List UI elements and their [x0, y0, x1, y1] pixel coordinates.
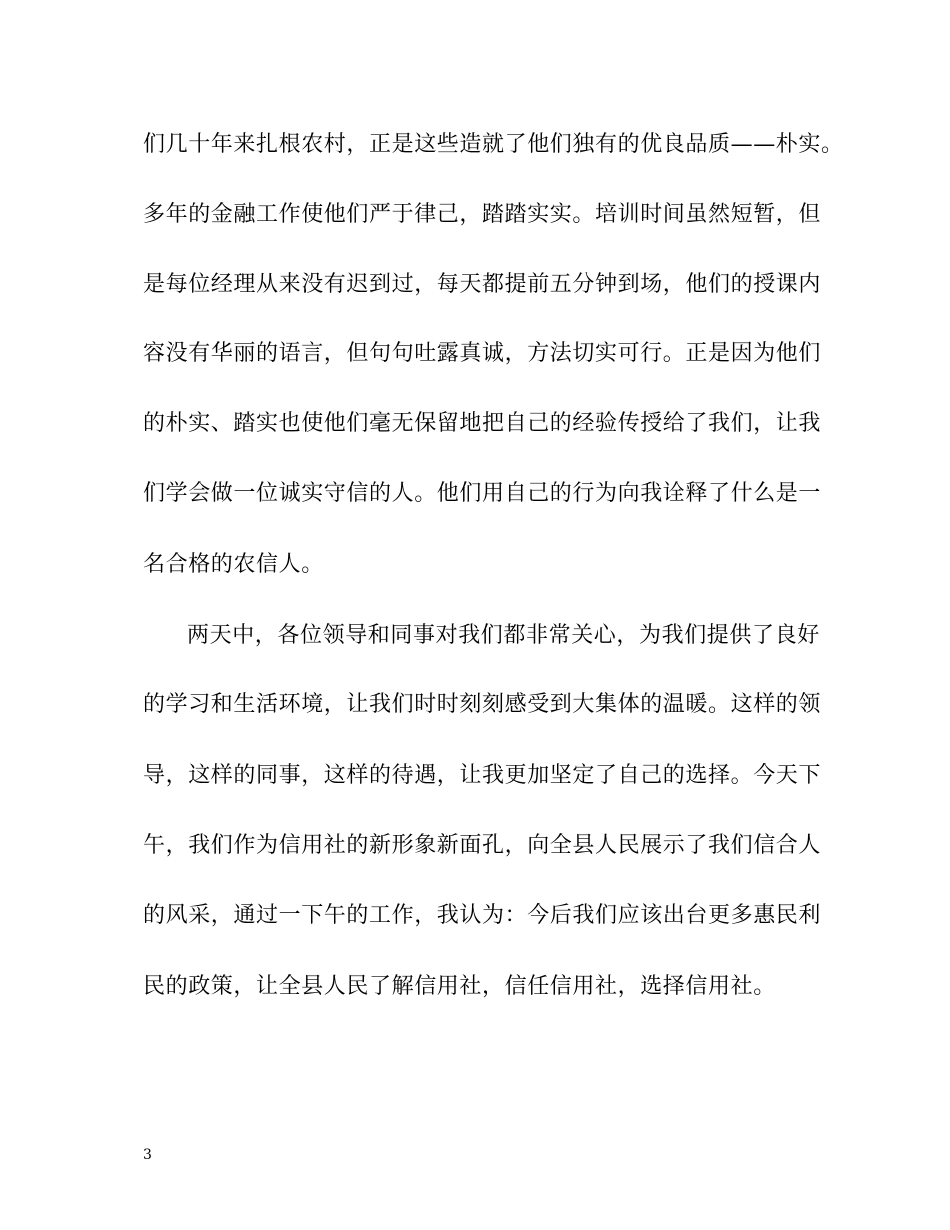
paragraph-line: 导，这样的同事，这样的待遇，让我更加坚定了自己的选择。今天下 [143, 763, 822, 788]
paragraph-line: 的风采，通过一下午的工作，我认为：今后我们应该出台更多惠民利 [143, 903, 822, 928]
paragraph-line: 们几十年来扎根农村，正是这些造就了他们独有的优良品质——朴实。 [143, 132, 844, 157]
paragraph-line: 们学会做一位诚实守信的人。他们用自己的行为向我诠释了什么是一 [143, 481, 822, 506]
paragraph-line: 容没有华丽的语言，但句句吐露真诚，方法切实可行。正是因为他们 [143, 341, 822, 366]
paragraph-line: 两天中，各位领导和同事对我们都非常关心，为我们提供了良好 [187, 623, 820, 648]
paragraph-line: 名合格的农信人。 [143, 552, 324, 577]
page-number: 3 [143, 1147, 152, 1163]
paragraph-line: 是每位经理从来没有迟到过，每天都提前五分钟到场，他们的授课内 [143, 272, 822, 297]
paragraph-line: 的朴实、踏实也使他们毫无保留地把自己的经验传授给了我们，让我 [143, 411, 822, 436]
paragraph-line: 午，我们作为信用社的新形象新面孔，向全县人民展示了我们信合人 [143, 833, 822, 858]
paragraph-line: 民的政策，让全县人民了解信用社，信任信用社，选择信用社。 [143, 974, 776, 999]
paragraph-line: 多年的金融工作使他们严于律己，踏踏实实。培训时间虽然短暂，但 [143, 202, 822, 227]
paragraph-line: 的学习和生活环境，让我们时时刻刻感受到大集体的温暖。这样的领 [143, 692, 822, 717]
